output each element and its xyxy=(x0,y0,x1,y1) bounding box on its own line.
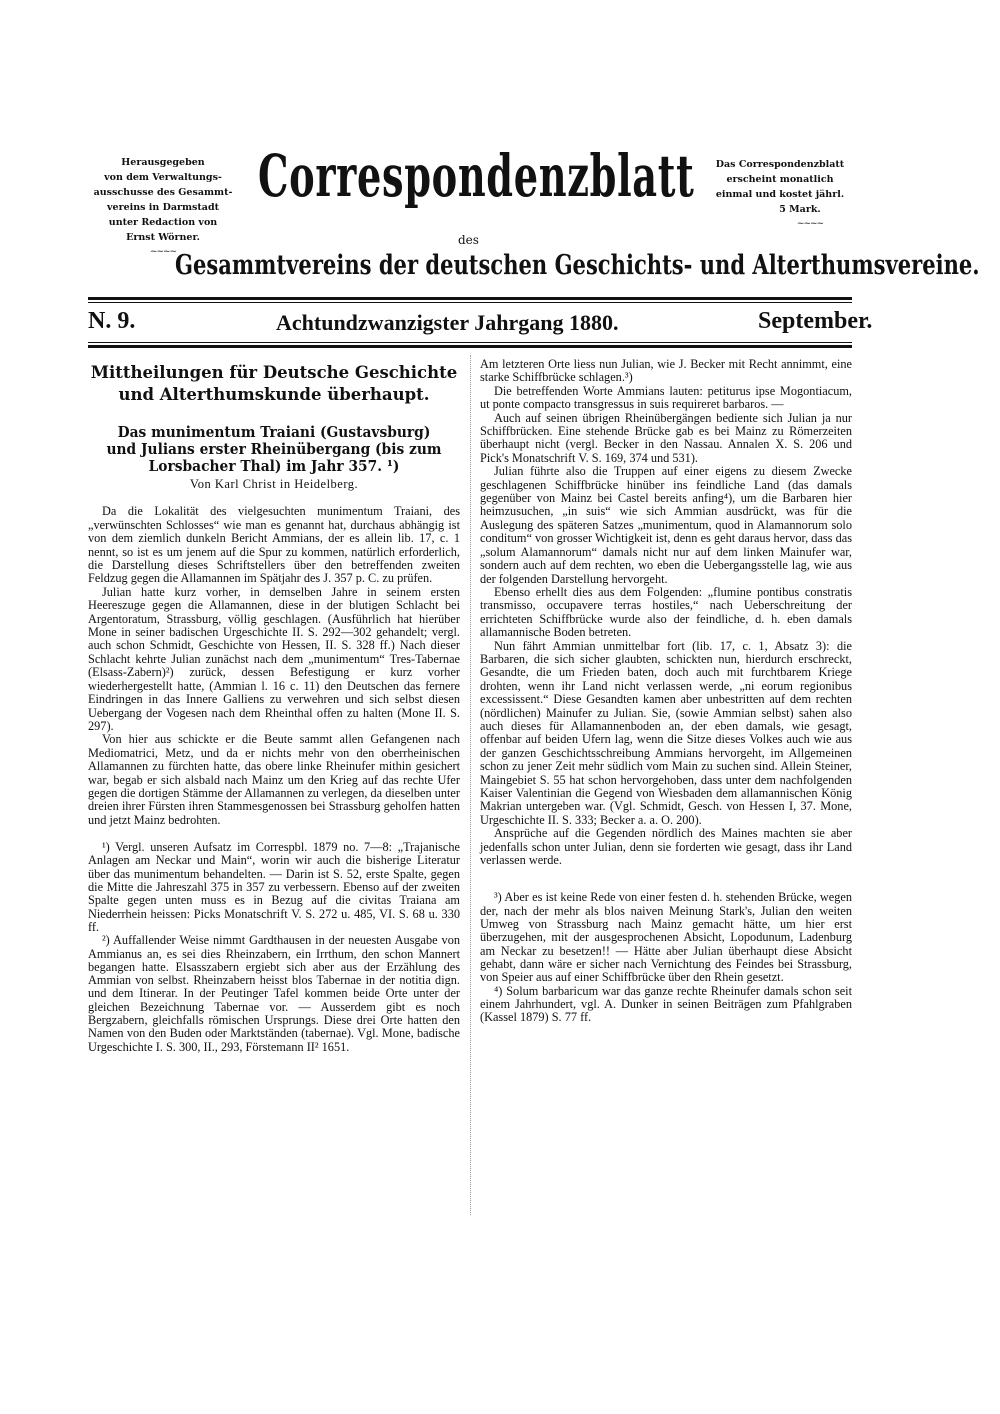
publisher-note-line: Ernst Wörner. xyxy=(126,232,200,243)
header-rule-thick xyxy=(88,297,852,300)
right-column xyxy=(480,358,852,1024)
paragraph: Ebenso erhellt dies aus dem Folgenden: „flumine pontibus constratis transmisso, occupavere terras hostiles,“ nach Ueberschreitung der errichteten Schiffbrücke wurde also der feindliche, d. h. eben damals allamannische Boden betreten. xyxy=(480,584,852,640)
footnotes xyxy=(480,891,852,1024)
publisher-note-line: Herausgegeben xyxy=(121,157,205,168)
issue-number: N. 9. xyxy=(88,308,136,334)
publisher-note-line: von dem Verwaltungs- xyxy=(104,172,222,183)
publisher-note-line: ausschusse des Gesammt- xyxy=(93,187,233,198)
subscription-note-line: erscheint monatlich xyxy=(726,174,834,185)
masthead-subtitle: Gesammtvereins der deutschen Geschichts- und Alterthumsvereine. xyxy=(175,250,980,281)
subscription-note-line: einmal und kostet jährl. xyxy=(715,189,845,200)
column-divider xyxy=(470,355,471,1215)
article-title: Das munimentum Traiani (Gustavsburg) und Julians erster Rheinübergang (bis zum Lorsbacher Thal) im Jahr 357. ¹) xyxy=(106,423,442,475)
issue-rule-thick xyxy=(88,345,852,348)
footnotes xyxy=(88,841,460,1054)
footnote-separator xyxy=(88,827,460,841)
paragraph: Auch auf seinen übrigen Rheinübergängen bediente sich Julian ja nur Schiffbrücken. Eine stehende Brücke gab es bei Mainz zu Römerzeiten überhaupt nicht (vergl. Becker in den Nassau. Annalen X. S. 206 und Pick's Monatschrift V. S. 169, 374 und 531). xyxy=(480,410,852,465)
paragraph: Julian hatte kurz vorher, in demselben Jahre in seinem ersten Heereszuge gegen die Allamannen, diese in der blutigen Schlacht bei Argentoratum, Strassburg, völlig geschlagen. (Ausführlich hat hierüber Mone in seiner badischen Urgeschichte II. S. 292—302 gehandelt; vergl. auch schon Schmidt, Geschichte von Hessen, II. S. 328 ff.) Nach dieser Schlacht kehrte Julian zunächst nach dem „munimentum“ Tres-Tabernae (Elsass-Zabern)²) zurück, dessen Befestigung er kurz vorher wiederhergestellt hatte, (Ammian l. 16 c. 11) den Deutschen das fernere Eindringen in das Innere Galliens zu verwehren und sich selbst diesen Uebergang der Vogesen nach dem Rheinthal offen zu halten (Mone II. S. 297). xyxy=(88,584,460,733)
subscription-note-line: Das Correspondenzblatt xyxy=(715,159,845,170)
paragraph: Julian führte also die Truppen auf einer eigens zu diesem Zwecke geschlagenen Schiffbrücke hinüber ins feindliche Land (das damals gegenüber von Mainz bei Castel bereits anfing⁴), um die Barbaren hier heimzusuchen, „in suis“ wie sich Ammian ausdrückt, was für die Auslegung des späteren Satzes „munimentum, quod in Alamannorum solo conditum“ von grosser Wichtigkeit ist, denn es geht daraus hervor, dass das „solum Alamannorum“ damals nicht nur auf dem linken Mainufer war, sondern auch auf dem rechten, wo eben die Uebergangsstelle lag, wie aus der folgenden Darstellung hervorgeht. xyxy=(480,464,852,586)
subscription-note-line: 5 Mark. xyxy=(779,204,821,215)
issue-month: September. xyxy=(758,308,873,334)
publisher-note-line: unter Redaction von xyxy=(108,217,218,228)
issue-volume: Achtundzwanzigster Jahrgang 1880. xyxy=(276,310,619,335)
masthead-connector: des xyxy=(458,233,479,247)
footnote: ¹) Vergl. unseren Aufsatz im Correspbl. 1879 no. 7—8: „Trajanische Anlagen am Neckar und Main“, worin wir auch die bisherige Literatur über das munimentum behandelten. — Darin ist S. 52, erste Spalte, gegen die Mitte die Jahreszahl 375 in 357 zu verbessern. Ebenso auf der zweiten Spalte gegen unten muss es in Bezug auf die civitas Traiana am Niederrhein heissen: Picks Monatschrift V. S. 272 u. 485, VI. S. 68 u. 330 ff. xyxy=(88,840,460,934)
ornament-squiggle: ~~~~ xyxy=(149,247,177,257)
paragraph: Ansprüche auf die Gegenden nördlich des Maines machten sie aber jedenfalls schon unter Julian, denn sie forderten wie gesagt, dass ihr Land verlassen werde. xyxy=(480,826,852,868)
publisher-note-line: vereins in Darmstadt xyxy=(107,202,219,213)
paragraph: Da die Lokalität des vielgesuchten munimentum Traiani, des „verwünschten Schlosses“ wie man es genannt hat, durchaus abhängig ist von dem ziemlich dunkeln Bericht Ammians, der es allein lib. 17, c. 1 nennt, so ist es um jenem auf die Spur zu kommen, natürlich erforderlich, die Darstellung dieses Schriftstellers über den betreffenden zweiten Feldzug gegen die Allamannen im Spätjahr des J. 357 p. C. zu prüfen. xyxy=(88,504,460,586)
footnote: ⁴) Solum barbaricum war das ganze rechte Rheinufer damals schon seit einem Jahrhundert, vgl. A. Dunker in seinen Beiträgen zum Pfahlgraben (Kassel 1879) S. 77 ff. xyxy=(480,983,852,1025)
footnote-separator xyxy=(480,867,852,891)
article-byline: Von Karl Christ in Heidelberg. xyxy=(189,477,359,491)
subscription-note xyxy=(705,157,855,232)
paragraph: Die betreffenden Worte Ammians lauten: petiturus ipse Mogontiacum, ut ponte compacto transgressus in suis requireret barbaros. — xyxy=(480,383,852,412)
ornament-squiggle: ~~~~ xyxy=(796,219,824,229)
publisher-note xyxy=(88,155,238,260)
section-heading: Mittheilungen für Deutsche Geschichte und Alterthumskunde überhaupt. xyxy=(90,363,458,404)
masthead-title: Correspondenzblatt xyxy=(258,142,695,210)
paragraph: Am letzteren Orte liess nun Julian, wie J. Becker mit Recht annimmt, eine starke Schiffbrücke schlagen.³) xyxy=(480,357,852,385)
footnote: ³) Aber es ist keine Rede von einer festen d. h. stehenden Brücke, wegen der, nach der mehr als blos naiven Meinung Stark's, Julian den weiten Umweg von Strassburg nach Mainz gemacht hätte, um hier erst überzugehen, mit der ausgesprochenen Absicht, Lopodunum, Ladenburg am Neckar zu besetzen!! — Hätte aber Julian überhaupt diese Absicht gehabt, dann wäre er sicher nach Vernichtung des Feindes bei Strassburg, von Speier aus auf einer Schiffbrücke über den Rhein gesetzt. xyxy=(480,890,852,985)
header-rule-thin xyxy=(88,302,852,303)
paragraph: Von hier aus schickte er die Beute sammt allen Gefangenen nach Mediomatrici, Metz, und da er nichts mehr von den oberrheinischen Allamannen zu fürchten hatte, das obere linke Rheinufer mithin gesichert war, begab er sich alsbald nach Mainz um den Krieg auf das rechte Ufer gegen die dortigen Stämme der Allamannen zu verlegen, da dieselben unter dreien ihrer Fürsten ihren Stammesgenossen bei Strassburg geholfen hatten und jetzt Mainz bedrohten. xyxy=(88,732,460,827)
paragraph: Nun fährt Ammian unmittelbar fort (lib. 17, c. 1, Absatz 3): die Barbaren, die sich sicher glaubten, schickten nun, hierdurch erschreckt, Gesandte, die um Frieden baten, doch auch mit furchtbarem Kriege drohten, wenn ihr Land nicht verlassen werde, „ni eorum regionibus excessissent.“ Diese Gesandten kamen aber unbestritten auf dem rechten (nördlichen) Mainufer zu Julian. Sie, (sowie Ammian selbst) sahen also auch dieses für Allamannenboden an, der eben damals, wie gesagt, offenbar auf beiden Ufern lag, wenn die Sitze dieses Volkes auch wie aus der ganzen Geschichtsschreibung Ammians hervorgeht, im Allgemeinen schon zu jener Zeit mehr südlich vom Main zu suchen sind. Allein Steiner, Maingebiet S. 55 hat schon hervorgehoben, dass unter dem nachfolgenden Kaiser Valentinian die Gegend von Wiesbaden dem allamannischen König Makrian untergeben war. (Vgl. Schmidt, Gesch. von Hessen I, 37. Mone, Urgeschichte II. S. 333; Becker a. a. O. 200). xyxy=(480,638,852,827)
left-column xyxy=(88,358,460,1054)
issue-rule-thin xyxy=(88,342,852,343)
footnote: ²) Auffallender Weise nimmt Gardthausen in der neuesten Ausgabe von Ammianus an, es sei dies Rheinzabern, ein Irrthum, den schon Mannert begangen hatte. Elsasszabern ergiebt sich aber aus der Erzählung des Ammian von selbst. Rheinzabern heisst blos Tabernae in der notitia dign. und dem Itinerar. In der Peutinger Tafel kommen beide Orte unter der gleichen Bezeichnung Tabernae vor. — Ausserdem gibt es noch Bergzabern, gleichfalls römischen Ursprungs. Diese drei Orte hatten den Namen von den Buden oder Marktständen (tabernae). Vgl. Mone, badische Urgeschichte I. S. 300, II., 293, Förstemann II² 1651. xyxy=(88,933,460,1054)
